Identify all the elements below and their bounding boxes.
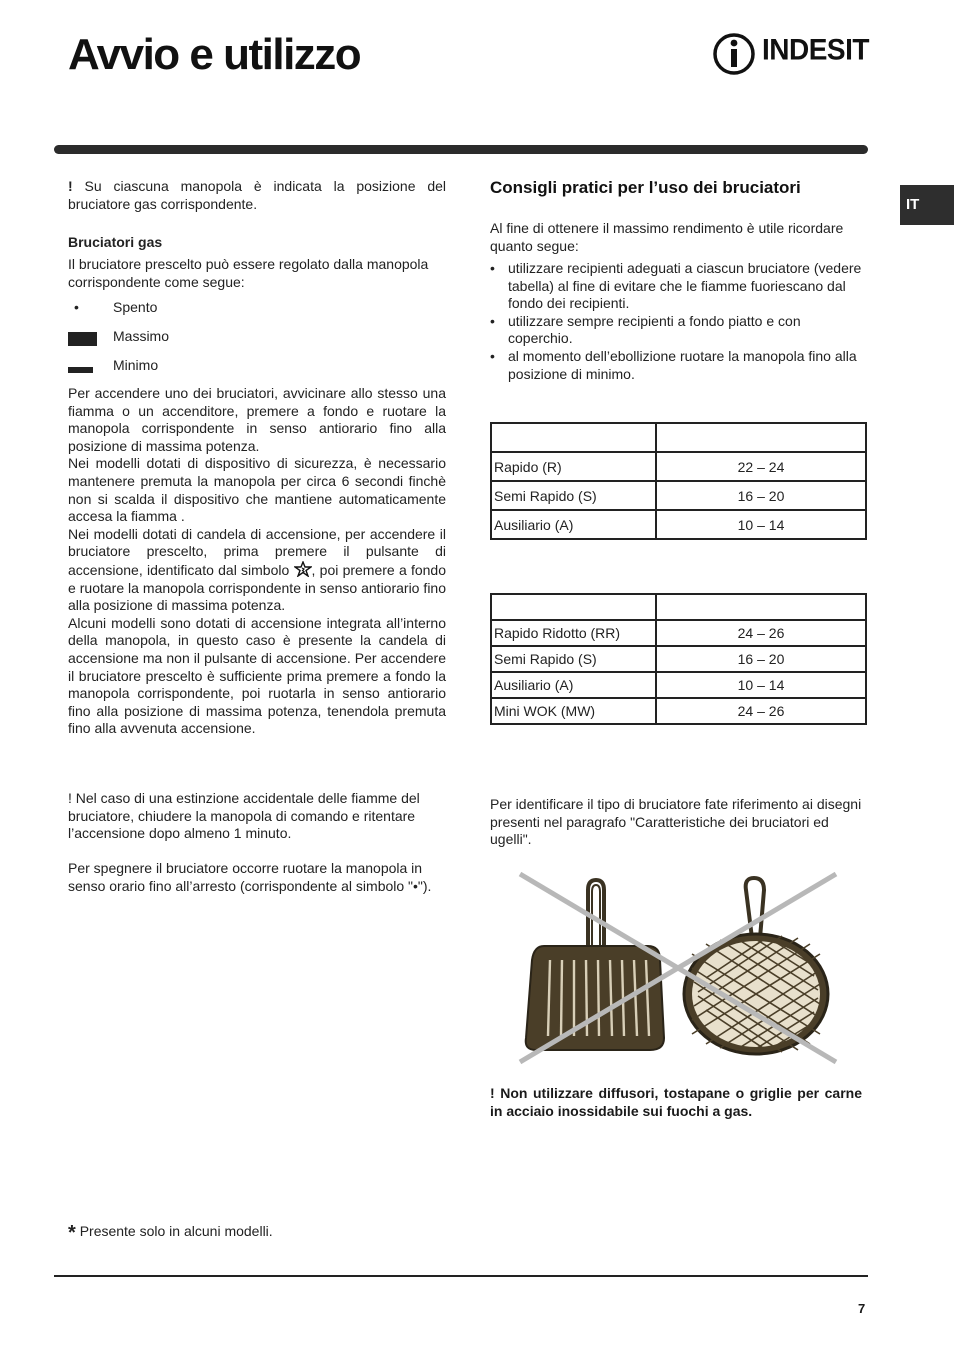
table-row [491, 646, 866, 672]
intro-paragraph [68, 178, 446, 213]
tips-heading: Consigli pratici per l’uso dei bruciatori [490, 178, 801, 197]
table-cell: Rapido Ridotto (RR) [491, 620, 656, 646]
spark-icon [294, 561, 312, 577]
max-flame-icon [68, 332, 97, 346]
min-flame-icon [68, 367, 93, 373]
burner-table-2 [490, 593, 867, 725]
tips-list [490, 260, 862, 383]
page-number: 7 [858, 1301, 866, 1316]
diffuser-warning: ! Non utilizzare diffusori, tostapane o griglie per carne in acciaio inossidabile sui fuochi a gas. [490, 1085, 862, 1119]
ignition-instructions [68, 385, 446, 738]
gas-burners-text: Il bruciatore prescelto può essere regolato dalla manopola corrispondente come segue: [68, 256, 429, 290]
table-header-row [491, 423, 866, 452]
table-cell: 16 – 20 [656, 481, 866, 510]
brand-name: INDESIT [762, 33, 869, 66]
tips-list-item: • utilizzare sempre recipienti a fondo piatto e con coperchio. [490, 313, 862, 348]
table-cell [491, 423, 656, 452]
table-cell [656, 594, 866, 620]
tips-list-item: • utilizzare recipienti adeguati a ciascun bruciatore (vedere tabella) al fine di evitare che le fiamme fuoriescano dal fondo dei recipienti. [490, 260, 862, 313]
symbol-label-min: Minimo [113, 357, 159, 373]
footnote-asterisk: * [68, 1222, 76, 1244]
table-cell: 24 – 26 [656, 698, 866, 724]
gas-burners-heading: Bruciatori gas [68, 234, 163, 250]
table-cell: 10 – 14 [656, 510, 866, 539]
table-header-row [491, 594, 866, 620]
tips-list-item: • al momento dell’ebollizione ruotare la manopola fino alla posizione di minimo. [490, 348, 862, 383]
symbol-label-max: Massimo [113, 328, 170, 344]
dot-icon: • [74, 299, 79, 315]
table-cell: 24 – 26 [656, 620, 866, 646]
table-cell: Ausiliario (A) [491, 510, 656, 539]
table-row [491, 481, 866, 510]
burner-table-1 [490, 422, 867, 540]
table-row [491, 452, 866, 481]
identify-burner-text: Per identificare il tipo di bruciatore fate riferimento ai disegni presenti nel paragrafo "Caratteristiche dei bruciatori ed ugelli". [490, 796, 862, 848]
table-cell: Mini WOK (MW) [491, 698, 656, 724]
grill-pan-icon [526, 880, 664, 1050]
symbol-label-off: Spento [113, 299, 158, 315]
mesh-grill-icon [684, 878, 828, 1054]
tips-intro: Al fine di ottenere il massimo rendimento è utile ricordare quanto segue: [490, 220, 844, 254]
table-cell: Semi Rapido (S) [491, 481, 656, 510]
ignition-paragraph-2: Nei modelli dotati di dispositivo di sicurezza, è necessario mantenere premuta la manopola per circa 6 secondi finchè non si scalda il dispositivo che mantiene automaticamente accesa la fiamma . [68, 455, 446, 525]
table-cell [491, 594, 656, 620]
table-cell: Ausiliario (A) [491, 672, 656, 698]
table-cell: Semi Rapido (S) [491, 646, 656, 672]
page-title: Avvio e utilizzo [68, 30, 361, 79]
crossed-grills-illustration [510, 868, 850, 1068]
ignition-paragraph-3a: Nei modelli dotati di candela di accensione, per accendere il bruciatore prescelto, prima premere il pulsante di accensione, identificato dal simbolo [68, 525, 446, 578]
intro-text: Su ciascuna manopola è indicata la posizione del bruciatore gas corrispondente. [68, 178, 446, 212]
exclamation-mark: ! [68, 178, 73, 194]
table-cell: Rapido (R) [491, 452, 656, 481]
table-row [491, 672, 866, 698]
flame-out-warning: ! Nel caso di una estinzione accidentale delle fiamme del bruciatore, chiudere la manopola di comando e ritentare l’accensione dopo almeno 1 minuto. [68, 790, 420, 842]
table-cell: 10 – 14 [656, 672, 866, 698]
table-cell: 22 – 24 [656, 452, 866, 481]
ignition-paragraph-1: Per accendere uno dei bruciatori, avvicinare allo stesso una fiamma o un accenditore, premere a fondo e ruotare la manopola corrispondente in senso antiorario fino alla posizione di massima potenza. [68, 385, 446, 454]
table-cell: 16 – 20 [656, 646, 866, 672]
footer-divider [54, 1275, 868, 1277]
language-tab: IT [900, 185, 954, 225]
footnote [68, 1222, 273, 1245]
table-row [491, 620, 866, 646]
ignition-paragraph-3 [68, 526, 446, 615]
table-cell [656, 423, 866, 452]
table-row [491, 510, 866, 539]
turn-off-instructions: Per spegnere il bruciatore occorre ruotare la manopola in senso orario fino all’arresto (corrispondente al simbolo "•"). [68, 860, 432, 894]
footnote-text: Presente solo in alcuni modelli. [79, 1223, 273, 1239]
ignition-paragraph-4: Alcuni modelli sono dotati di accensione integrata all’interno della manopola, in questo caso è presente la candela di accensione ma non il pulsante di accensione. Per accendere il bruciatore prescelto è sufficiente prima premere a fondo la manopola corrispondente, poi ruotarla in senso antiorario fino alla posizione di massima potenza, tenendola premuta fino alla avvenuta accensione. [68, 614, 446, 737]
header-divider [54, 145, 868, 154]
table-row [491, 698, 866, 724]
ignition-paragraph-3b: , poi premere a fondo e ruotare la manopola corrispondente in senso antiorario fino alla posizione di massima potenza. [68, 561, 446, 614]
